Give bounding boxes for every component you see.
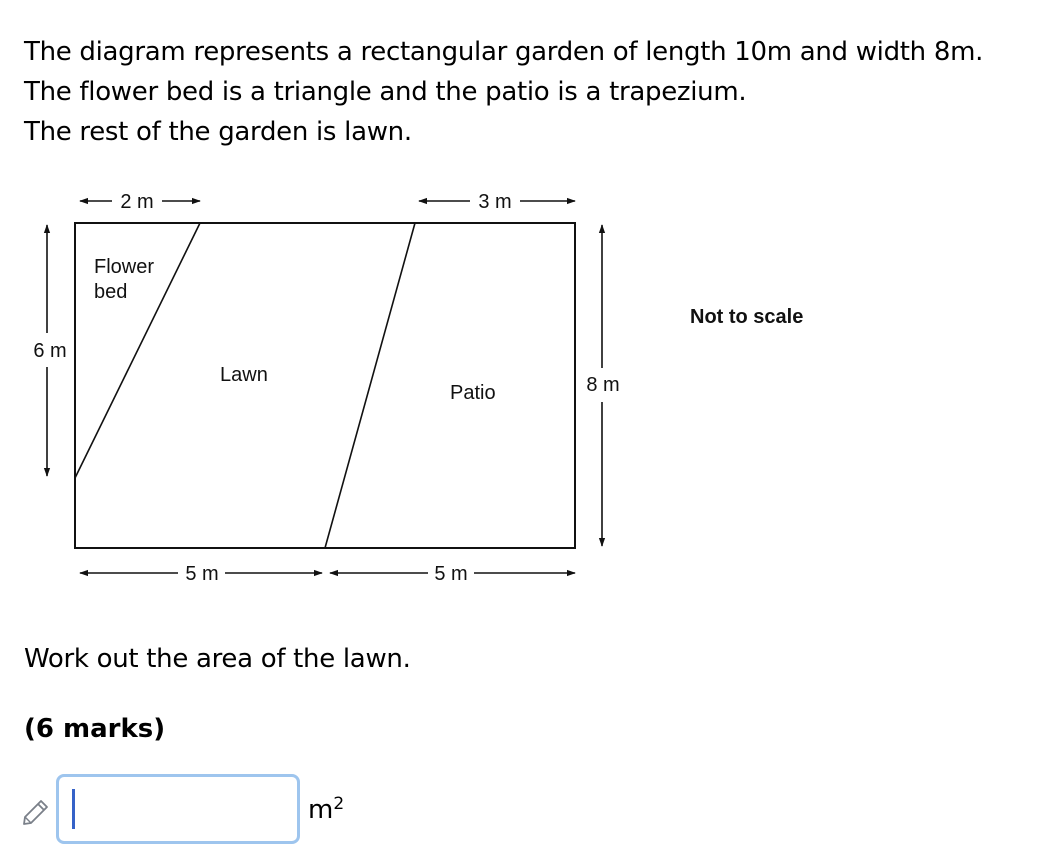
bottom-right-dimension <box>330 563 575 585</box>
question-prompt: Work out the area of the lawn. <box>24 644 411 674</box>
patio-boundary <box>325 223 415 548</box>
right-dimension <box>586 225 619 546</box>
intro-line-2: The flower bed is a triangle and the patio is a trapezium. <box>24 77 747 107</box>
bottom-right-dimension-label: 5 m <box>434 563 468 585</box>
pencil-icon <box>20 796 52 828</box>
top-right-dimension-label: 3 m <box>478 191 512 213</box>
answer-unit-base: m <box>308 795 334 825</box>
scale-note: Not to scale <box>690 306 804 328</box>
marks-label: (6 marks) <box>24 714 166 744</box>
question-intro <box>24 32 983 152</box>
bottom-left-dimension <box>80 563 322 585</box>
left-dimension <box>33 225 66 476</box>
patio-label: Patio <box>450 382 496 404</box>
flower-bed-label-line-1: Flower <box>94 256 155 278</box>
left-dimension-label: 6 m <box>33 340 67 362</box>
flower-bed-label-line-2: bed <box>94 281 128 303</box>
top-left-dimension-label: 2 m <box>120 191 154 213</box>
text-caret <box>72 789 75 829</box>
top-right-dimension <box>419 191 575 213</box>
top-left-dimension <box>80 191 200 213</box>
answer-unit <box>308 790 344 830</box>
bottom-left-dimension-label: 5 m <box>185 563 219 585</box>
answer-row <box>20 774 420 850</box>
lawn-label: Lawn <box>220 364 268 386</box>
answer-unit-power: 2 <box>333 794 345 814</box>
garden-diagram <box>0 170 900 600</box>
intro-line-3: The rest of the garden is lawn. <box>24 117 412 147</box>
answer-input[interactable] <box>56 774 300 844</box>
right-dimension-label: 8 m <box>586 374 620 396</box>
intro-line-1: The diagram represents a rectangular garden of length 10m and width 8m. <box>24 37 984 67</box>
